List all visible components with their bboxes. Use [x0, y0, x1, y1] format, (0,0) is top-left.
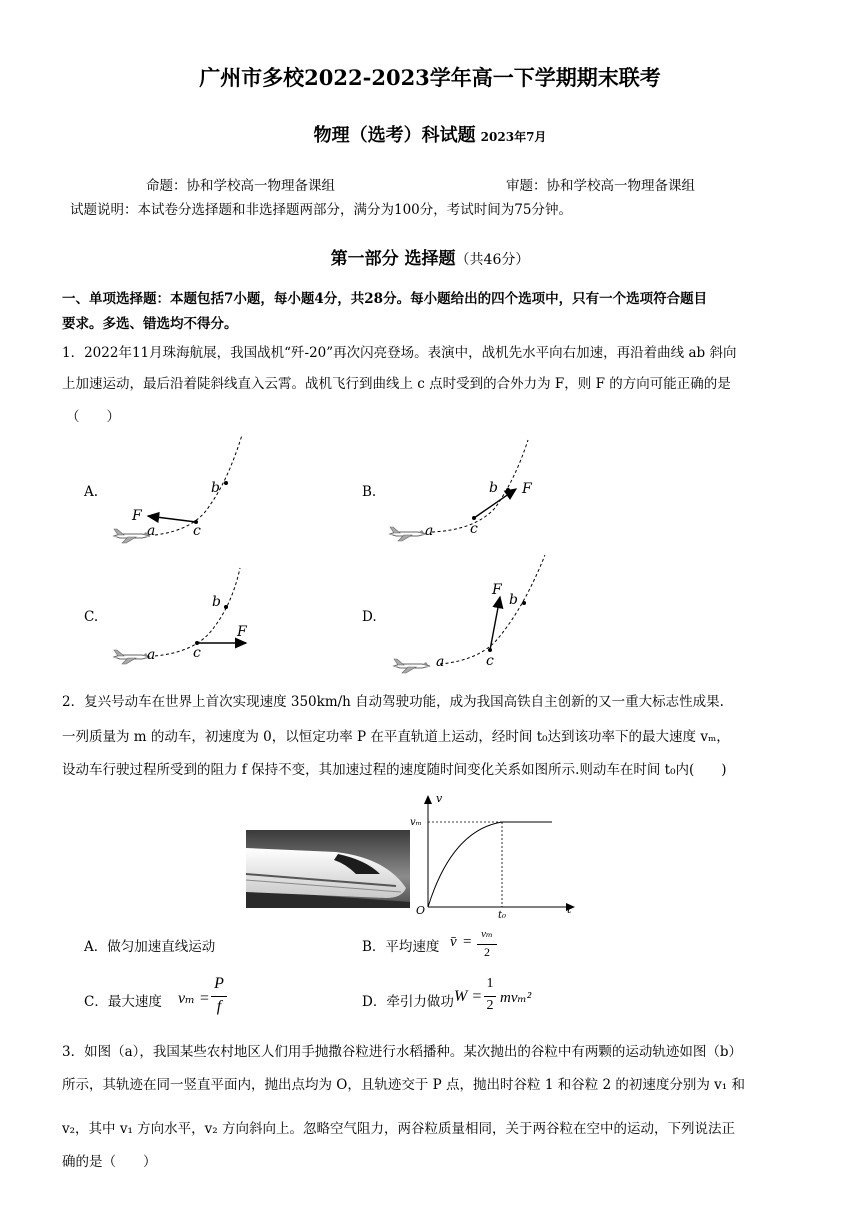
- q3-line-4: 确的是（ ）: [62, 1154, 157, 1170]
- q1-fig-c-c: c: [193, 645, 201, 661]
- exam-title: 广州市多校2022-2023学年高一下学期期末联考: [199, 65, 661, 90]
- q2-option-a: A．做匀加速直线运动: [84, 939, 216, 955]
- q2-option-b-label: B．平均速度: [362, 939, 440, 955]
- q1-fig-b-b: b: [489, 480, 498, 496]
- vt-x-label: t: [567, 903, 572, 916]
- q2-option-b-vbar: v̄: [450, 934, 457, 950]
- q1-fig-a-F: F: [132, 508, 142, 524]
- q1-fig-c-F: F: [237, 624, 247, 640]
- q2-option-d-lhs: W =: [454, 988, 483, 1005]
- q1-option-c-label: C.: [84, 609, 99, 625]
- q1-option-a-label: A.: [84, 484, 99, 500]
- q2-option-c-label: C．最大速度: [84, 994, 162, 1010]
- section-name: 第一部分 选择题: [330, 249, 456, 269]
- q2-option-d-rhs: mvₘ²: [500, 990, 532, 1006]
- q1-fig-a: [114, 435, 242, 543]
- vt-graph: [410, 790, 582, 921]
- review-line: 审题：协和学校高一物理备课组: [506, 178, 695, 194]
- vt-y-label: v: [436, 792, 443, 805]
- vt-vm-label: vₘ: [410, 817, 422, 828]
- q1-fig-a-a: a: [147, 523, 156, 539]
- q1-fig-b-F: F: [522, 481, 532, 497]
- q2-option-c-fracbar: [211, 996, 227, 997]
- instructions: 试题说明：本试卷分选择题和非选择题两部分，满分为100分，考试时间为75分钟。: [70, 202, 572, 218]
- q3-line-1: 3．如图（a），我国某些农村地区人们用手抛撒谷粒进行水稻播种。某次抛出的谷粒中有两颗的运动轨迹如图（b）: [62, 1044, 743, 1060]
- section-score: （共46分）: [455, 252, 530, 268]
- q1-option-b-label: B.: [362, 484, 377, 500]
- q1-fig-d: [394, 555, 545, 673]
- vt-origin: O: [416, 904, 426, 917]
- q1-fig-d-a: a: [436, 654, 445, 670]
- q1-fig-b-a: a: [425, 523, 434, 539]
- q2-option-d-fracbar: [484, 996, 496, 997]
- q1-line-3: （ ）: [66, 409, 120, 425]
- q3-line-3: v₂，其中 v₁ 方向水平，v₂ 方向斜向上。忽略空气阻力，两谷粒质量相同，关于两谷粒在空中的运动，下列说法正: [62, 1121, 735, 1137]
- q1-fig-d-c: c: [486, 653, 494, 669]
- q2-option-b-eq: =: [463, 934, 472, 950]
- q1-option-d-label: D.: [362, 609, 377, 625]
- subtitle-main: 物理（选考）科试题: [313, 125, 476, 146]
- q1-fig-d-b: b: [509, 592, 518, 608]
- q2-option-b-num: vₘ: [481, 928, 493, 940]
- q2-option-c-den: f: [216, 998, 222, 1015]
- q2-option-d-label: D．牵引力做功: [362, 994, 454, 1010]
- q1-fig-c: [114, 568, 248, 664]
- q1-fig-c-a: a: [147, 647, 156, 663]
- vt-t0-label: t₀: [498, 910, 507, 921]
- author-line: 命题：协和学校高一物理备课组: [146, 178, 335, 194]
- train-photo: [246, 830, 410, 908]
- part1-heading-1: 一、单项选择题：本题包括7小题，每小题4分，共28分。每小题给出的四个选项中，只有一个选项符合题目: [62, 291, 708, 307]
- q2-option-c-lhs: vₘ =: [178, 990, 210, 1007]
- q2-line-3: 设动车行驶过程所受到的阻力 f 保持不变，其加速过程的速度随时间变化关系如图所示.则动车在时间 t₀内( ): [62, 762, 727, 778]
- q1-fig-d-F: F: [492, 582, 502, 598]
- q2-option-c-num: P: [214, 975, 224, 992]
- q1-line-1: 1．2022年11月珠海航展，我国战机“歼-20”再次闪亮登场。表演中，战机先水平向右加速，再沿着曲线 ab 斜向: [62, 345, 737, 361]
- q2-line-1: 2．复兴号动车在世界上首次实现速度 350km/h 自动驾驶功能，成为我国高铁自主创新的又一重大标志性成果.: [62, 694, 724, 710]
- q2-line-2: 一列质量为 m 的动车，初速度为 0，以恒定功率 P 在平直轨道上运动，经时间 t₀达到该功率下的最大速度 vₘ，: [62, 729, 730, 745]
- q1-line-2: 上加速运动，最后沿着陡斜线直入云霄。战机飞行到曲线上 c 点时受到的合外力为 F，则 F 的方向可能正确的是: [62, 376, 731, 392]
- q1-fig-a-b: b: [211, 480, 220, 496]
- q1-fig-c-b: b: [212, 594, 221, 610]
- q2-option-d-num: 1: [486, 976, 494, 991]
- q1-fig-b-c: c: [470, 521, 478, 537]
- q3-line-2: 所示，其轨迹在同一竖直平面内，抛出点均为 O，且轨迹交于 P 点，抛出时谷粒 1 和谷粒 2 的初速度分别为 v₁ 和: [62, 1077, 745, 1093]
- part1-heading-2: 要求。多选、错选均不得分。: [62, 316, 238, 332]
- q2-option-b-den: 2: [484, 945, 490, 959]
- q1-fig-b: [390, 440, 533, 541]
- q2-option-d-den: 2: [486, 998, 494, 1013]
- q1-fig-a-c: c: [193, 523, 201, 539]
- subtitle-date: 2023年7月: [480, 130, 547, 144]
